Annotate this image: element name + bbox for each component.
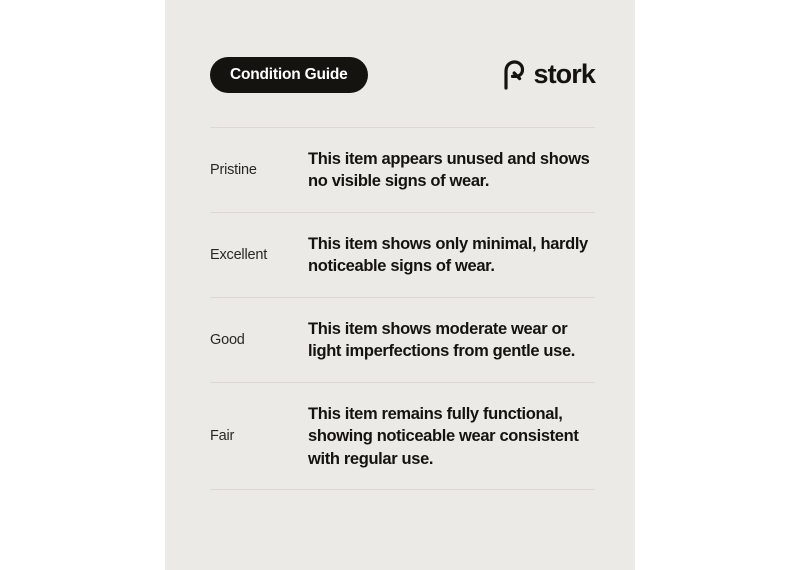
condition-description: This item remains fully functional, showing noticeable wear consistent with regular use. [308,404,579,468]
table-row [210,297,595,382]
condition-description: This item appears unused and shows no visible signs of wear. [308,150,590,191]
condition-label: Excellent [210,247,268,264]
stork-logo-icon [502,60,526,90]
condition-description: This item shows only minimal, hardly noticeable signs of wear. [308,234,588,276]
condition-description: This item shows moderate wear or light imperfections from gentle use. [308,319,576,361]
table-row [210,212,595,297]
table-row [210,382,595,490]
card-header [210,55,595,95]
condition-label: Good [210,332,245,349]
table-row [210,127,595,212]
condition-label: Pristine [210,162,257,179]
condition-label: Fair [210,428,235,445]
brand-lockup [502,60,595,90]
brand-name: stork [533,58,595,89]
condition-guide-badge: Condition Guide [210,57,368,94]
condition-guide-card [165,0,635,570]
condition-table [210,127,595,490]
